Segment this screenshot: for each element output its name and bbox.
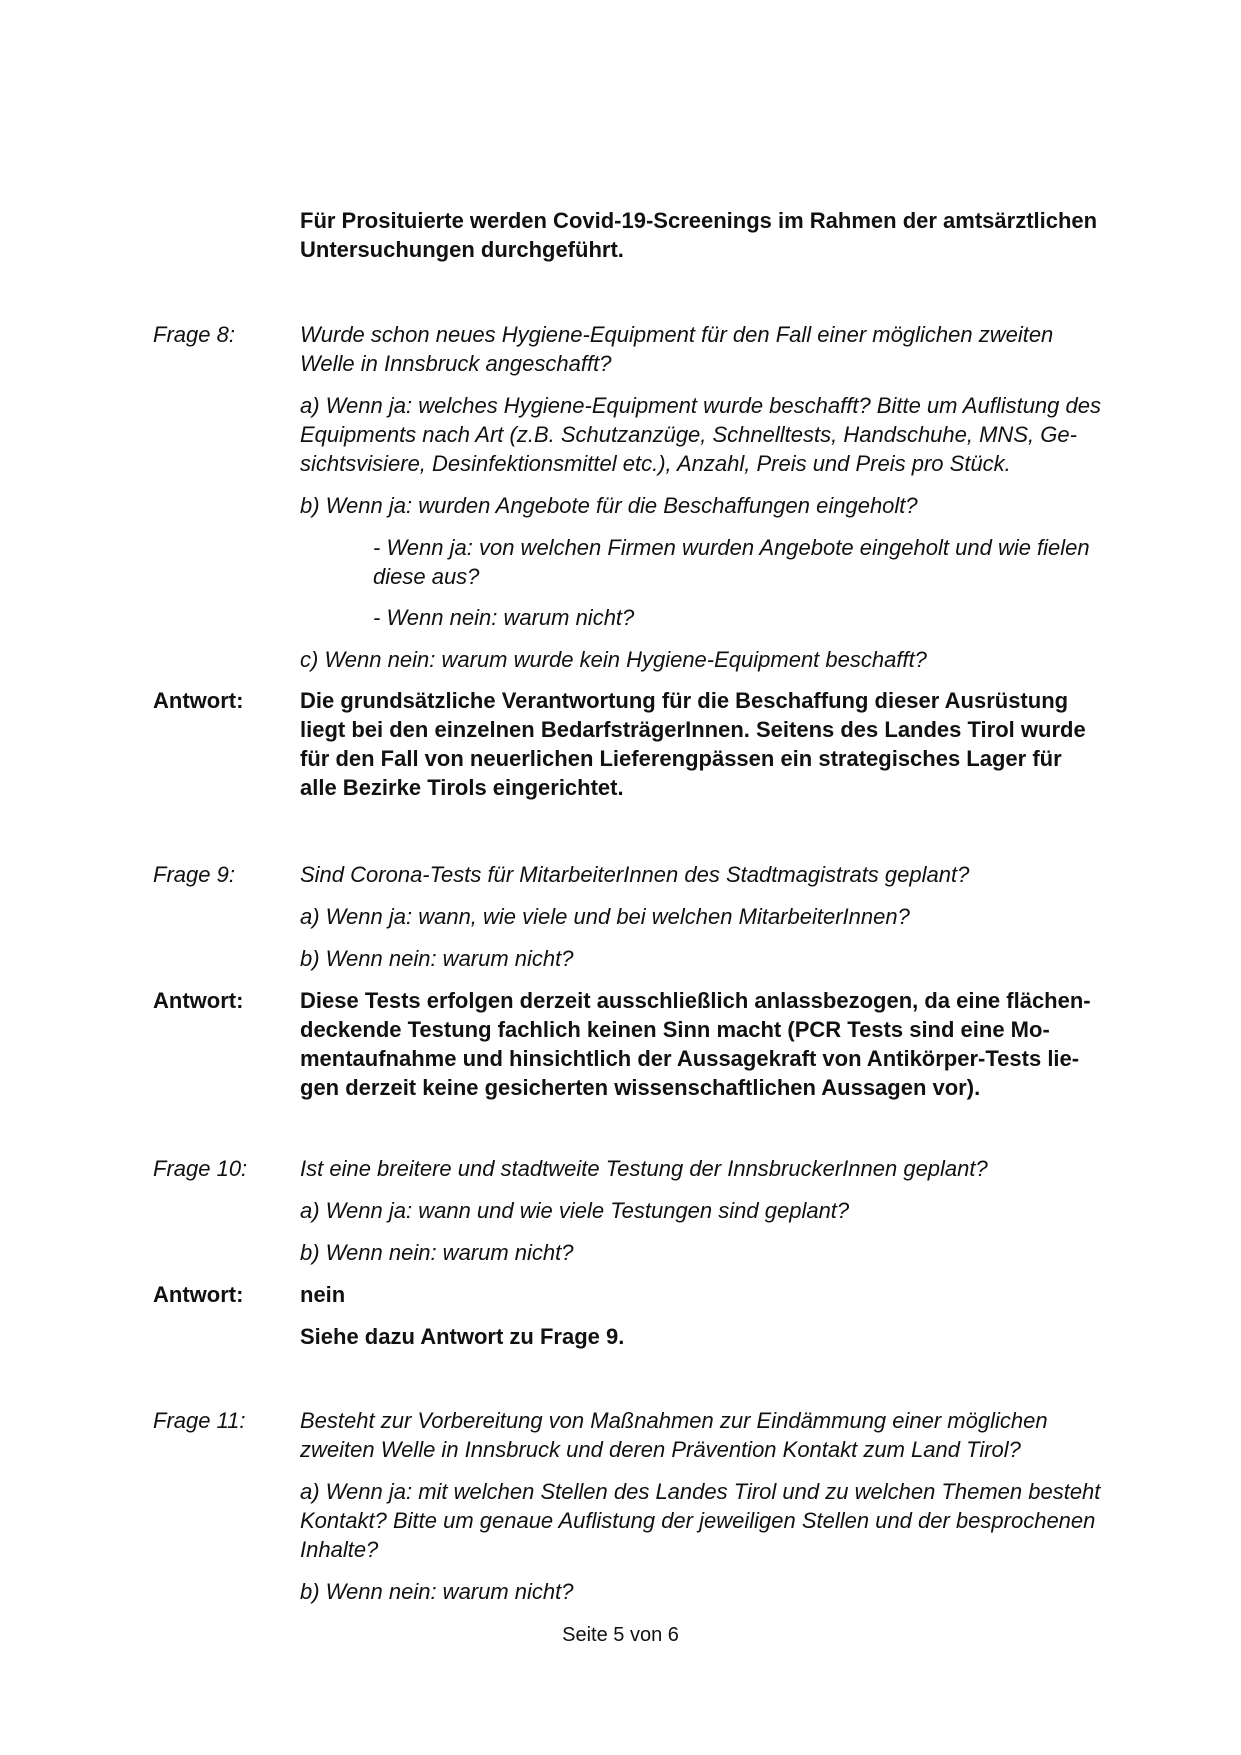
text-line: Equipments nach Art (z.B. Schutzanzüge, Schnelltests, Handschuhe, MNS, Ge- [300, 422, 1077, 447]
question-label: Frage 10: [153, 1156, 248, 1181]
text-line: Für Prosituierte werden Covid-19-Screenings im Rahmen der amtsärztlichen [300, 208, 1098, 233]
answer-label: Antwort: [153, 988, 244, 1013]
question-label: Frage 8: [153, 322, 235, 347]
text-line: c) Wenn nein: warum wurde kein Hygiene-Equipment beschafft? [300, 647, 927, 672]
question-label: Frage 11: [153, 1408, 246, 1433]
answer-label: Antwort: [153, 1282, 244, 1307]
text-line: b) Wenn ja: wurden Angebote für die Beschaffungen eingeholt? [300, 493, 918, 518]
text-line: Siehe dazu Antwort zu Frage 9. [300, 1324, 625, 1349]
text-line: gen derzeit keine gesicherten wissenschaftlichen Aussagen vor). [300, 1075, 981, 1100]
question-sub-c [300, 645, 1140, 674]
intro-answer-text [300, 206, 1140, 264]
text-line: für den Fall von neuerlichen Lieferengpässen ein strategisches Lager für [300, 746, 1062, 771]
text-line: a) Wenn ja: wann und wie viele Testungen sind geplant? [300, 1198, 850, 1223]
question-text [300, 320, 1140, 378]
text-line: sichtsvisiere, Desinfektionsmittel etc.), Anzahl, Preis und Preis pro Stück. [300, 451, 1011, 476]
text-line: Sind Corona-Tests für MitarbeiterInnen des Stadtmagistrats geplant? [300, 862, 970, 887]
answer-text [300, 1280, 1140, 1309]
text-line: Untersuchungen durchgeführt. [300, 237, 624, 262]
question-sub-a [300, 1196, 1140, 1225]
text-line: Die grundsätzliche Verantwortung für die Beschaffung dieser Ausrüstung [300, 688, 1069, 713]
question-sub-b [300, 1577, 1140, 1606]
question-label: Frage 9: [153, 862, 235, 887]
question-text [300, 1406, 1140, 1464]
question-sub-a [300, 902, 1140, 931]
text-line: - Wenn ja: von welchen Firmen wurden Angebote eingeholt und wie fielen [373, 535, 1090, 560]
question-sub-a [300, 391, 1140, 478]
answer-label: Antwort: [153, 688, 244, 713]
answer-text [300, 986, 1140, 1102]
text-line: b) Wenn nein: warum nicht? [300, 1579, 574, 1604]
question-sub-b-yes [373, 533, 1140, 591]
text-line: Besteht zur Vorbereitung von Maßnahmen zur Eindämmung einer möglichen [300, 1408, 1048, 1433]
text-line: zweiten Welle in Innsbruck und deren Prävention Kontakt zum Land Tirol? [300, 1437, 1021, 1462]
text-line: Diese Tests erfolgen derzeit ausschließlich anlassbezogen, da eine flächen- [300, 988, 1091, 1013]
question-text [300, 860, 1140, 889]
question-sub-b [300, 491, 1140, 520]
text-line: Ist eine breitere und stadtweite Testung der InnsbruckerInnen geplant? [300, 1156, 988, 1181]
answer-text [300, 686, 1140, 802]
text-line: a) Wenn ja: mit welchen Stellen des Landes Tirol und zu welchen Themen besteht [300, 1479, 1101, 1504]
text-line: b) Wenn nein: warum nicht? [300, 1240, 574, 1265]
question-sub-b-no [373, 603, 1140, 632]
text-line: a) Wenn ja: welches Hygiene-Equipment wurde beschafft? Bitte um Auflistung des [300, 393, 1101, 418]
question-text [300, 1154, 1140, 1183]
text-line: alle Bezirke Tirols eingerichtet. [300, 775, 624, 800]
text-line: diese aus? [373, 564, 480, 589]
text-line: a) Wenn ja: wann, wie viele und bei welchen MitarbeiterInnen? [300, 904, 910, 929]
text-line: - Wenn nein: warum nicht? [373, 605, 635, 630]
text-line: liegt bei den einzelnen BedarfsträgerInnen. Seitens des Landes Tirol wurde [300, 717, 1086, 742]
text-line: b) Wenn nein: warum nicht? [300, 946, 574, 971]
text-line: Wurde schon neues Hygiene-Equipment für den Fall einer möglichen zweiten [300, 322, 1054, 347]
text-line: Inhalte? [300, 1537, 379, 1562]
question-sub-b [300, 1238, 1140, 1267]
text-line: mentaufnahme und hinsichtlich der Aussagekraft von Antikörper-Tests lie- [300, 1046, 1080, 1071]
question-sub-a [300, 1477, 1140, 1564]
text-line: Welle in Innsbruck angeschafft? [300, 351, 612, 376]
text-line: nein [300, 1282, 346, 1307]
page-number: Seite 5 von 6 [562, 1624, 679, 1646]
text-line: Kontakt? Bitte um genaue Auflistung der jeweiligen Stellen und der besprochenen [300, 1508, 1096, 1533]
answer-reference [300, 1322, 1140, 1351]
question-sub-b [300, 944, 1140, 973]
text-line: deckende Testung fachlich keinen Sinn macht (PCR Tests sind eine Mo- [300, 1017, 1050, 1042]
